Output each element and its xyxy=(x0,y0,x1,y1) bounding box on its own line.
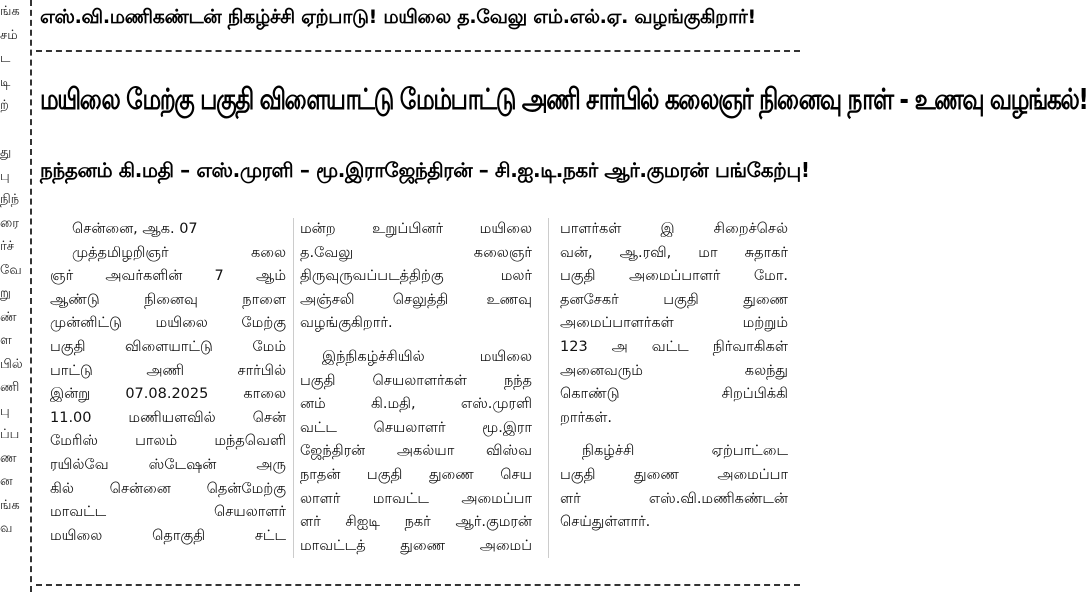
text-line: வன், ஆ.ரவி, மா சுதாகர் xyxy=(560,244,788,261)
text-line: திருவுருவப்படத்திற்கு மலர் xyxy=(300,268,532,285)
article-column-2 xyxy=(300,218,532,558)
edge-text-fragment: ட xyxy=(0,51,11,66)
text-line: முத்தமிழறிஞர் கலை xyxy=(72,244,286,261)
edge-text-fragment: பில் xyxy=(0,356,23,372)
text-line: பகுதி அமைப்பாளர் மோ. xyxy=(560,268,788,285)
edge-text-fragment: சம் xyxy=(0,27,18,43)
edge-text-fragment: ற் xyxy=(0,98,9,113)
text-line: ஜேந்திரன் அகல்யா விஸ்வ xyxy=(300,443,532,460)
text-line: இன்று 07.08.2025 காலை xyxy=(50,386,286,403)
text-line: றார்கள். xyxy=(560,409,612,426)
text-line: மன்ற உறுப்பினர் மயிலை xyxy=(300,221,532,237)
edge-text-fragment: ரை xyxy=(0,215,20,231)
text-line: ளர் எஸ்.வி.மணிகண்டன் xyxy=(560,490,788,507)
text-line: பகுதி துணை அமைப்பா xyxy=(560,466,788,483)
text-line: ஞர் அவர்களின் 7 ஆம் xyxy=(50,268,286,285)
text-line: 123 அ வட்ட நிர்வாகிகள் xyxy=(560,338,788,355)
edge-text-fragment: ங்க xyxy=(0,4,20,19)
text-line: மேரிஸ் பாலம் மந்தவெளி xyxy=(50,433,286,450)
text-line: கொண்டு சிறப்பிக்கி xyxy=(560,386,788,403)
text-line: தனசேகர் பகுதி துணை xyxy=(560,291,788,308)
edge-text-fragment: ள xyxy=(0,333,12,348)
dateline: சென்னை, ஆக. 07 xyxy=(72,221,198,237)
headline-sub: நந்தனம் கி.மதி – எஸ்.முரளி – மூ.இராஜேந்திரன் – சி.ஐ.டி.நகர் ஆர்.குமரன் பங்கேற்பு! xyxy=(40,158,810,182)
paragraph xyxy=(50,242,286,549)
edge-text-fragment: வே xyxy=(0,262,22,278)
edge-text-fragment: டி xyxy=(0,74,11,90)
edge-text-fragment: ண xyxy=(0,450,17,466)
text-line: பாளர்கள் இ சிறைச்செல் xyxy=(560,221,788,237)
edge-text-fragment: ன xyxy=(0,474,13,489)
text-line: மாவட்டத் துணை அமைப் xyxy=(300,537,532,554)
text-line: லாளர் மாவட்ட அமைப்பா xyxy=(300,490,532,507)
text-line: னம் கி.மதி, எஸ்.முரளி xyxy=(300,396,532,413)
text-line: மயிலை தொகுதி சட்ட xyxy=(50,527,286,544)
edge-text-fragment xyxy=(0,118,26,142)
column-gutter xyxy=(293,218,294,558)
edge-text-fragment: து xyxy=(0,145,12,160)
edge-text-fragment: ர்ச் xyxy=(0,239,14,254)
paragraph xyxy=(300,346,532,558)
text-line: கில் சென்னை தென்மேற்கு xyxy=(50,480,286,497)
headline-top: எஸ்.வி.மணிகண்டன் நிகழ்ச்சி ஏற்பாடு! மயிலை த.வேலு எம்.எல்.ஏ. வழங்குகிறார்! xyxy=(40,6,756,28)
text-line: 11.00 மணியளவில் சென் xyxy=(50,409,286,426)
edge-text-fragment: ப்ப xyxy=(0,427,20,442)
edge-text-fragment: ங்க xyxy=(0,497,20,513)
text-line: அனைவரும் கலந்து xyxy=(560,362,788,379)
article-column-1 xyxy=(50,218,286,548)
text-line: ஆண்டு நினைவு நாளை xyxy=(50,291,286,308)
headline-divider xyxy=(36,50,800,52)
bottom-divider xyxy=(36,584,800,586)
edge-text-fragment: று xyxy=(0,286,11,301)
previous-article-edge xyxy=(0,0,26,592)
headline-main: மயிலை மேற்கு பகுதி விளையாட்டு மேம்பாட்டு அணி சார்பில் கலைஞர் நினைவு நாள் - உணவு வழங்கல்! xyxy=(40,84,1088,117)
paragraph xyxy=(300,218,532,336)
text-line: அஞ்சலி செலுத்தி உணவு xyxy=(300,291,532,308)
text-line: வழங்குகிறார். xyxy=(300,315,393,332)
text-line: நாதன் பகுதி துணை செய xyxy=(300,466,532,483)
edge-text-fragment: ணி xyxy=(0,380,20,395)
text-line: நிகழ்ச்சி ஏற்பாட்டை xyxy=(582,443,788,460)
text-line: த.வேலு கலைஞர் xyxy=(300,244,532,261)
edge-text-fragment: வ xyxy=(0,521,13,536)
edge-text-fragment: பு xyxy=(0,168,10,184)
text-line: இந்நிகழ்ச்சியில் மயிலை xyxy=(322,348,532,365)
text-line: பகுதி செயலாளர்கள் நந்த xyxy=(300,372,532,389)
text-line: மாவட்ட செயலாளர் xyxy=(50,504,286,521)
text-line: பாட்டு அணி சார்பில் xyxy=(50,362,286,379)
text-line: பகுதி விளையாட்டு மேம் xyxy=(50,338,286,355)
edge-text-fragment: ண் xyxy=(0,309,17,325)
text-line: அமைப்பாளர்கள் மற்றும் xyxy=(560,315,788,332)
text-line: செய்துள்ளார். xyxy=(560,514,651,531)
text-line: முன்னிட்டு மயிலை மேற்கு xyxy=(50,315,286,332)
edge-text-fragment: நிந் xyxy=(0,192,20,207)
text-line: வட்ட செயலாளர் மூ.இரா xyxy=(300,419,532,436)
column-gutter xyxy=(548,218,549,558)
edge-text-fragment: பு xyxy=(0,403,10,419)
article-column-3 xyxy=(560,218,788,535)
text-line: ளர் சிஐடி நகர் ஆர்.குமரன் xyxy=(300,514,532,531)
text-line: ரயில்வே ஸ்டேஷன் அரு xyxy=(50,456,286,473)
paragraph xyxy=(560,218,788,430)
paragraph xyxy=(560,440,788,534)
column-divider xyxy=(30,0,32,592)
